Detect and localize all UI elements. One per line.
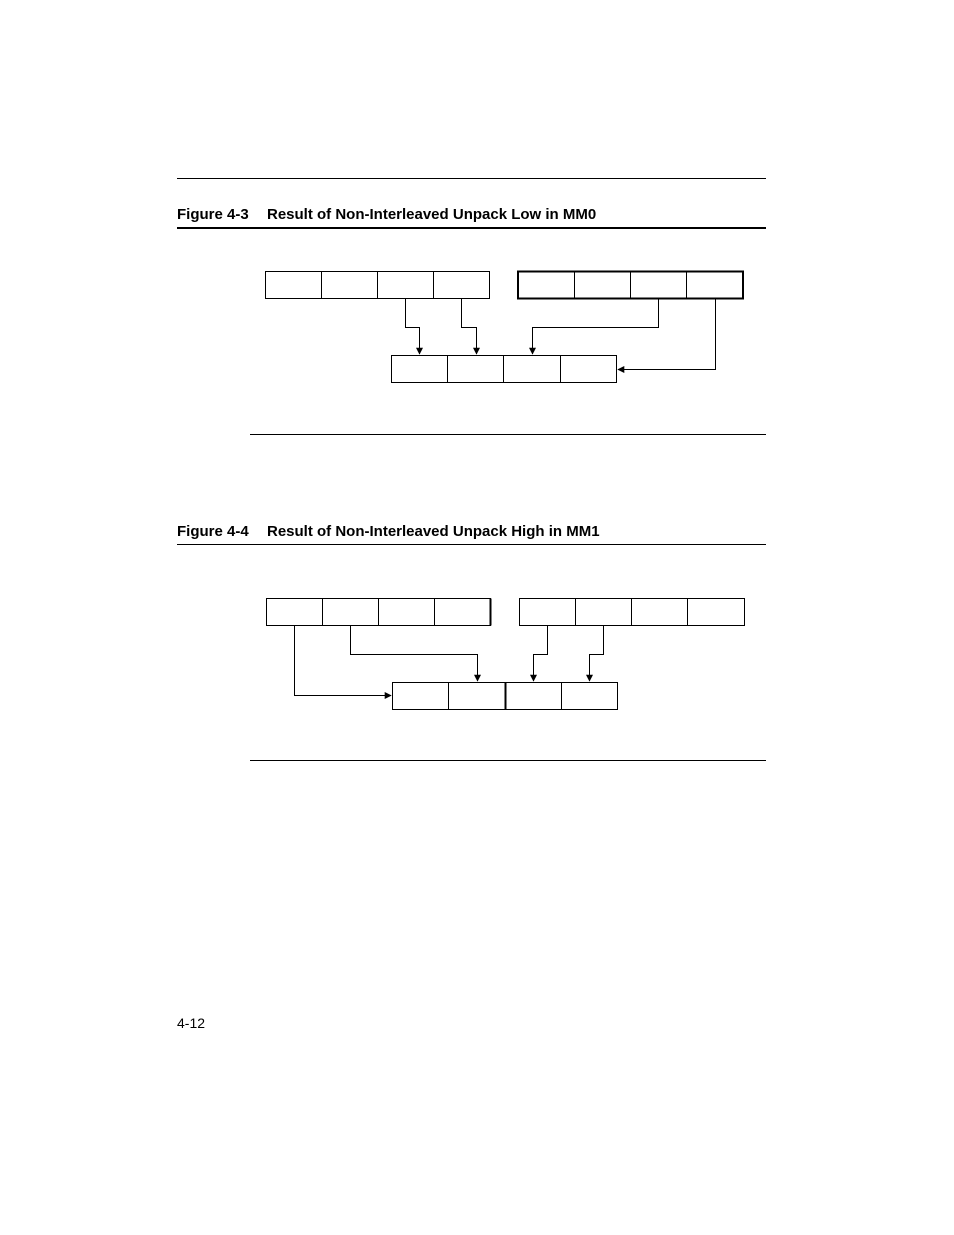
flow-arrow bbox=[590, 626, 604, 681]
flow-arrow bbox=[534, 626, 548, 681]
figure-number: Figure 4-3 bbox=[177, 206, 249, 223]
source-register-right bbox=[520, 599, 745, 626]
figure-number: Figure 4-4 bbox=[177, 523, 249, 540]
result-register bbox=[393, 683, 618, 710]
page-number: 4-12 bbox=[177, 1015, 206, 1031]
source-register-left bbox=[267, 599, 491, 626]
figure-title: Result of Non-Interleaved Unpack Low in MM0 bbox=[267, 206, 597, 223]
flow-arrow bbox=[295, 626, 392, 696]
figure-title: Result of Non-Interleaved Unpack High in MM1 bbox=[267, 523, 600, 540]
flow-arrow bbox=[351, 626, 478, 681]
figure-bottom-rule bbox=[250, 760, 766, 761]
